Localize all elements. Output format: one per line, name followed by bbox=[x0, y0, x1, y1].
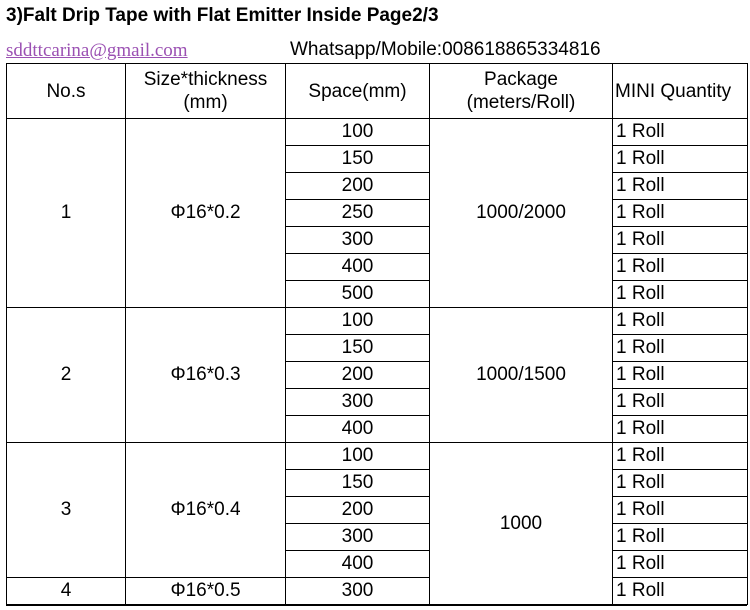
cell-space: 400 bbox=[286, 416, 430, 443]
cell-qty: 1 Roll bbox=[613, 281, 748, 308]
header-no: No.s bbox=[7, 64, 126, 119]
cell-qty: 1 Roll bbox=[613, 119, 748, 146]
cell-no: 1 bbox=[7, 119, 126, 308]
table-continuation-line bbox=[6, 605, 747, 606]
email-link[interactable]: sddttcarina@gmail.com bbox=[6, 40, 188, 61]
cell-qty: 1 Roll bbox=[613, 551, 748, 578]
cell-qty: 1 Roll bbox=[613, 416, 748, 443]
header-mini-quantity: MINI Quantity bbox=[613, 64, 748, 119]
header-space: Space(mm) bbox=[286, 64, 430, 119]
cell-space: 200 bbox=[286, 362, 430, 389]
cell-space: 100 bbox=[286, 443, 430, 470]
cell-space: 150 bbox=[286, 146, 430, 173]
cell-qty: 1 Roll bbox=[613, 362, 748, 389]
cell-space: 500 bbox=[286, 281, 430, 308]
cell-size: Φ16*0.2 bbox=[126, 119, 286, 308]
cell-size: Φ16*0.4 bbox=[126, 443, 286, 578]
cell-size: Φ16*0.3 bbox=[126, 308, 286, 443]
cell-space: 200 bbox=[286, 497, 430, 524]
table-body bbox=[7, 119, 748, 605]
cell-space: 250 bbox=[286, 200, 430, 227]
cell-qty: 1 Roll bbox=[613, 524, 748, 551]
cell-qty: 1 Roll bbox=[613, 200, 748, 227]
header-package-line1: Package bbox=[484, 69, 558, 90]
table-row bbox=[7, 443, 748, 470]
cell-space: 100 bbox=[286, 308, 430, 335]
header-size-line2: (mm) bbox=[183, 92, 228, 113]
cell-qty: 1 Roll bbox=[613, 389, 748, 416]
table-row bbox=[7, 578, 748, 605]
spec-table bbox=[6, 63, 748, 605]
cell-space: 400 bbox=[286, 254, 430, 281]
cell-package: 1000/2000 bbox=[430, 119, 613, 308]
header-size bbox=[126, 64, 286, 119]
cell-no: 3 bbox=[7, 443, 126, 578]
cell-space: 300 bbox=[286, 227, 430, 254]
header-package-line2: (meters/Roll) bbox=[466, 92, 576, 113]
header-package bbox=[430, 64, 613, 119]
table-row bbox=[7, 119, 748, 146]
cell-qty: 1 Roll bbox=[613, 578, 748, 605]
cell-qty: 1 Roll bbox=[613, 146, 748, 173]
cell-space: 150 bbox=[286, 470, 430, 497]
cell-space: 100 bbox=[286, 119, 430, 146]
cell-space: 200 bbox=[286, 173, 430, 200]
cell-space: 300 bbox=[286, 389, 430, 416]
cell-size: Φ16*0.5 bbox=[126, 578, 286, 605]
cell-space: 400 bbox=[286, 551, 430, 578]
cell-qty: 1 Roll bbox=[613, 470, 748, 497]
cell-qty: 1 Roll bbox=[613, 308, 748, 335]
cell-no: 2 bbox=[7, 308, 126, 443]
cell-no: 4 bbox=[7, 578, 126, 605]
cell-space: 300 bbox=[286, 524, 430, 551]
cell-space: 150 bbox=[286, 335, 430, 362]
cell-space: 300 bbox=[286, 578, 430, 605]
cell-qty: 1 Roll bbox=[613, 497, 748, 524]
cell-package: 1000/1500 bbox=[430, 308, 613, 443]
page-title: 3)Falt Drip Tape with Flat Emitter Inside Page2/3 bbox=[6, 5, 439, 26]
contact-info: Whatsapp/Mobile:008618865334816 bbox=[290, 39, 601, 60]
cell-package: 1000 bbox=[430, 443, 613, 605]
cell-qty: 1 Roll bbox=[613, 443, 748, 470]
cell-qty: 1 Roll bbox=[613, 227, 748, 254]
table-header-row bbox=[7, 64, 748, 119]
cell-qty: 1 Roll bbox=[613, 173, 748, 200]
cell-qty: 1 Roll bbox=[613, 335, 748, 362]
header-size-line1: Size*thickness bbox=[143, 69, 268, 90]
cell-qty: 1 Roll bbox=[613, 254, 748, 281]
table-row bbox=[7, 308, 748, 335]
